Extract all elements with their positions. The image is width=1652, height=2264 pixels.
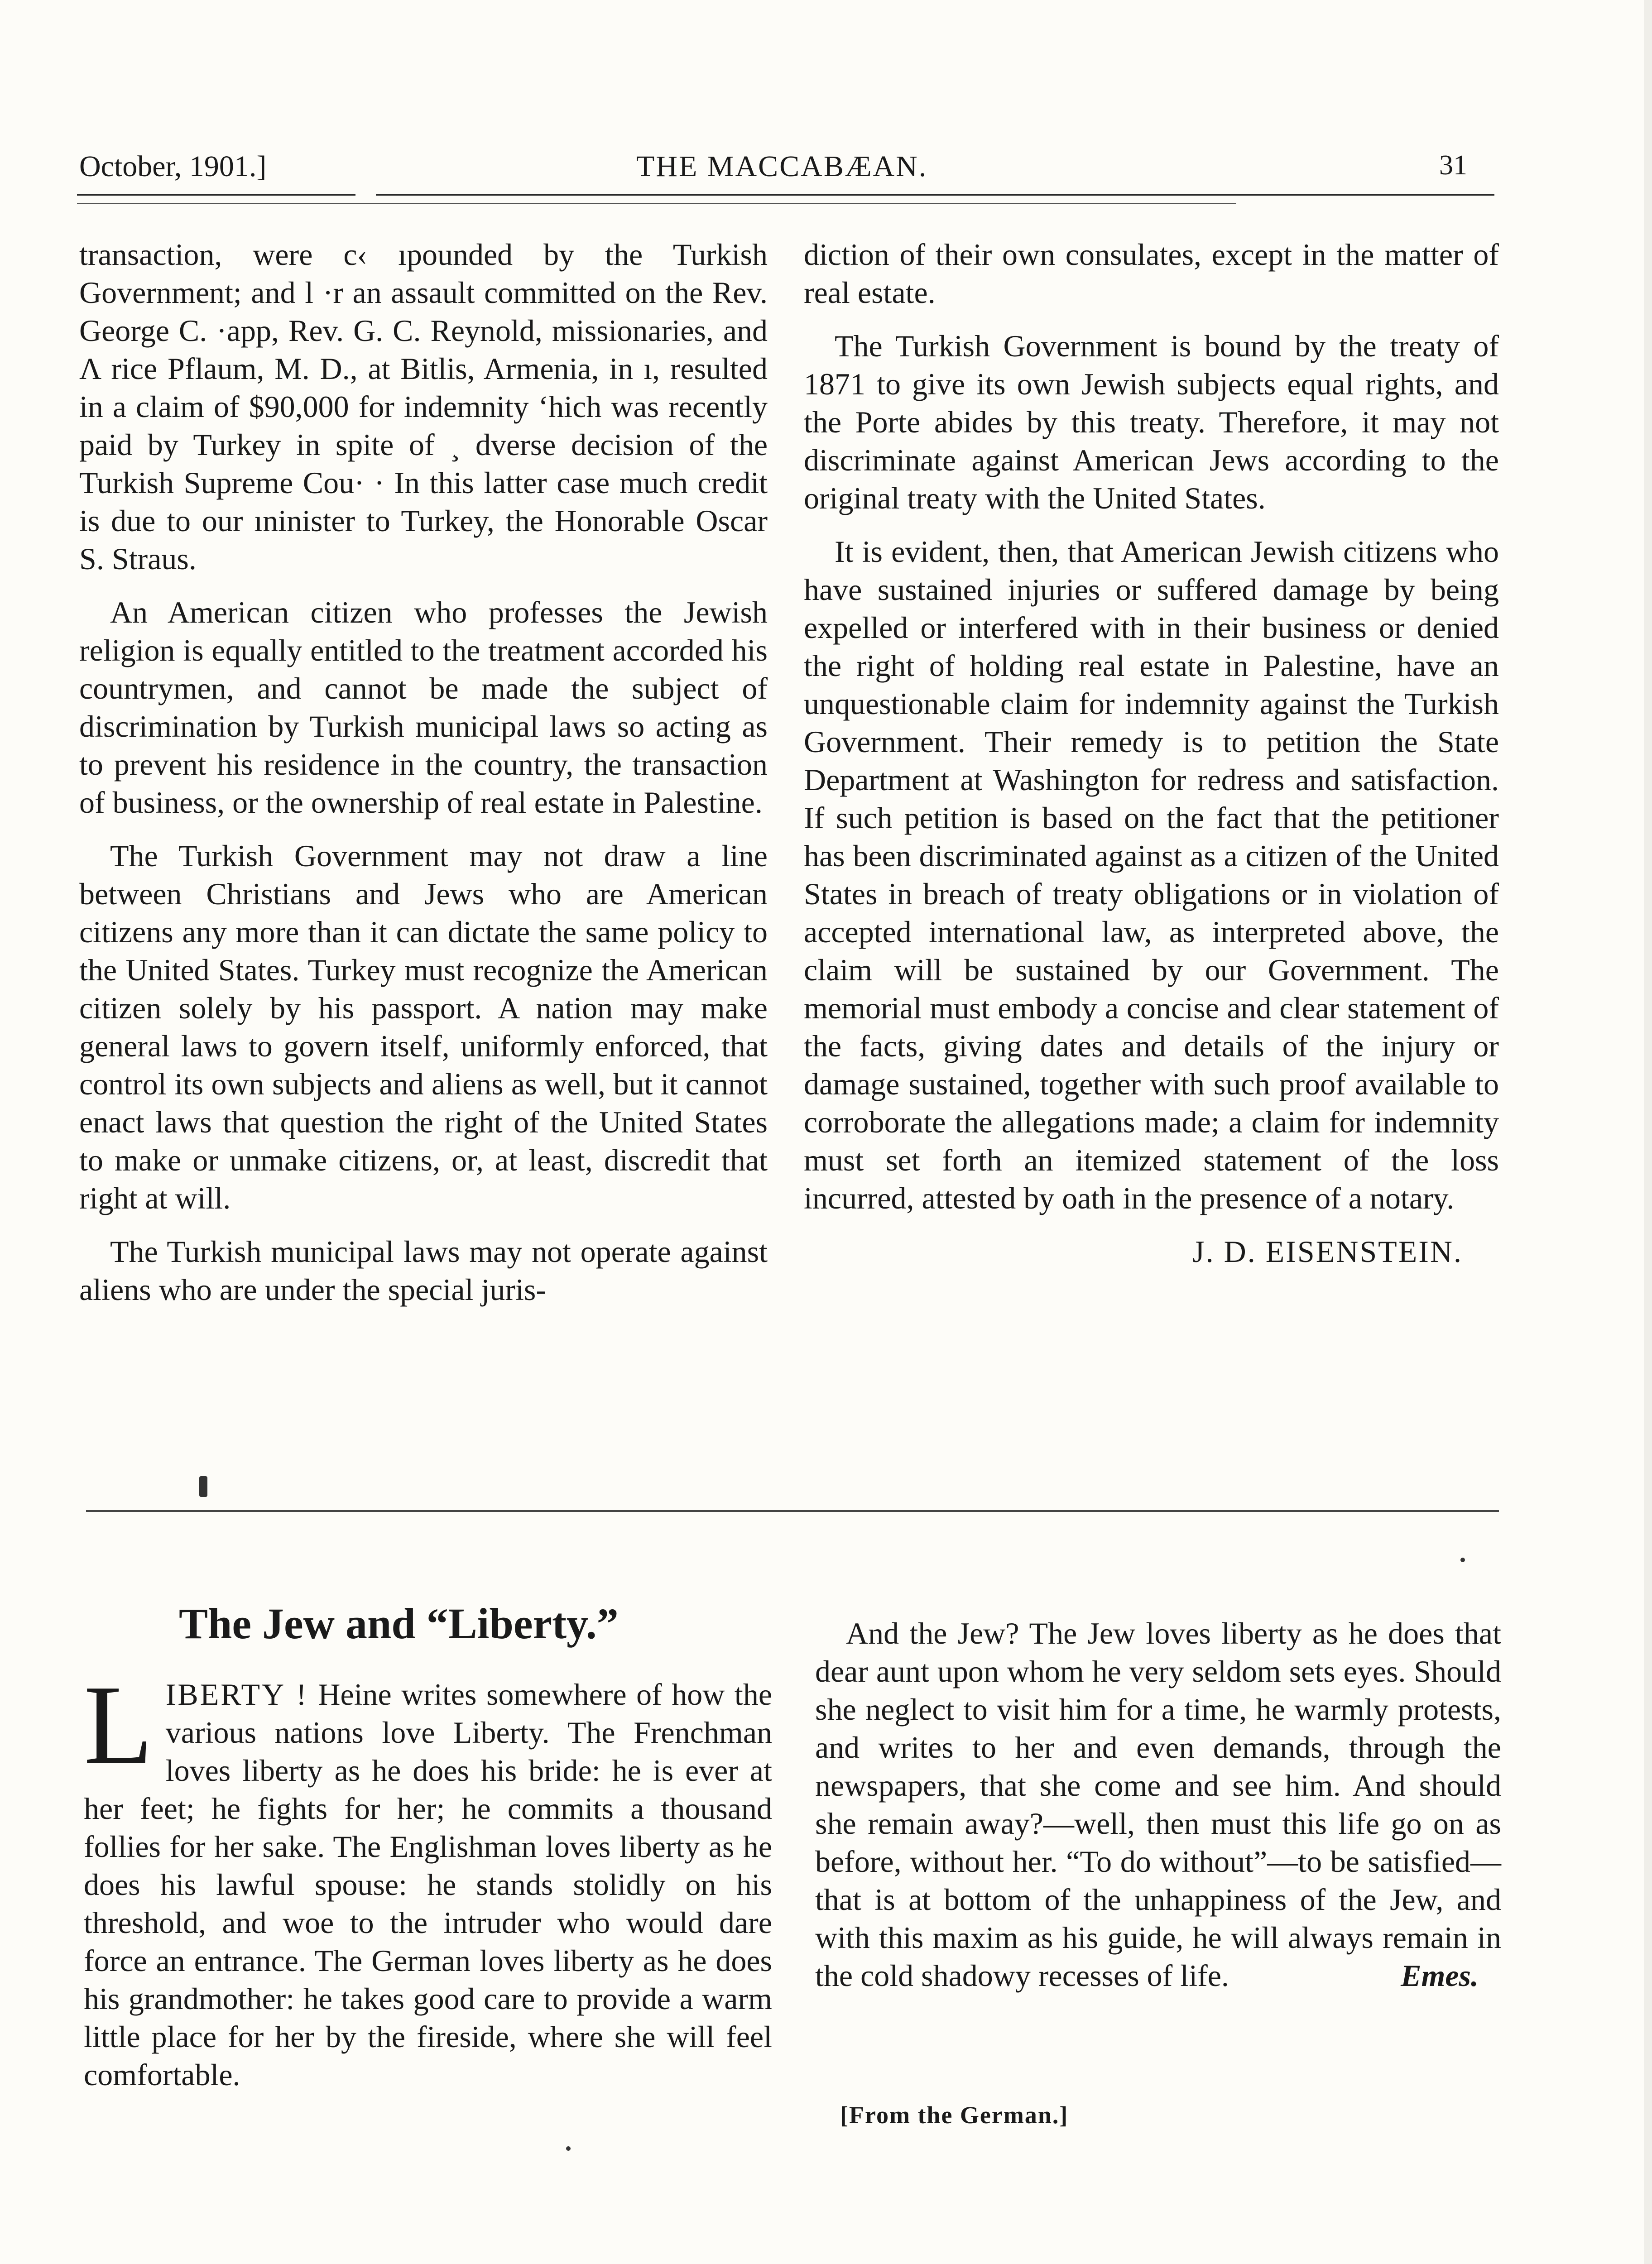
article1-paragraph: transaction, were c‹ ıpounded by the Turkish Government; and l ·r an assault committed on the Rev. George C. ·app, Rev. G. C. Reynold, missionaries, and Λ rice Pflaum, M. D., at Bitlis, Armenia, in ı, resulted in a claim of $90,000 for indemnity ‘hich was recently paid by Turkey in spite of ¸ dverse decision of the Turkish Supreme Cou· · In this latter case much credit is due to our ıninister to Turkey, the Honorable Oscar S. Straus. [79,237,768,576]
article1-paragraph: An American citizen who professes the Jewish religion is equally entitled to the treatment accorded his countrymen, and cannot be made the subject of discrimination by Turkish municipal laws so acting as to prevent his residence in the country, the transaction of business, or the ownership of real estate in Palestine. [79,595,768,820]
ink-mark [566,2146,571,2151]
opening-words: IBERTY ! [165,1677,308,1712]
article1-paragraph: The Turkish Government may not draw a line between Christians and Jews who are American citizens any more than it can dictate the same policy to the United States. Turkey must recognize the American citizen solely by his passport. A nation may make general laws to govern itself, uniformly enforced, that control its own subjects and aliens as well, but it cannot enact laws that question the right of the United States to make or unmake citizens, or, at least, discredit that right at will. [79,839,768,1215]
article1-signature: J. D. EISENSTEIN. [1192,1234,1463,1269]
article2-column1 [84,1662,772,2094]
ink-mark [1460,1558,1465,1562]
page-number: 31 [1439,150,1467,181]
header-rule-under-left [77,203,1236,204]
article1-column2 [804,235,1499,1271]
article1-column1 [79,235,768,1324]
article1-paragraph: The Turkish Government is bound by the treaty of 1871 to give its own Jewish subjects equal rights, and the Porte abides by this treaty. Therefore, it may not discriminate against American Jews according to the original treaty with the United States. [804,329,1499,515]
journal-title: THE MACCABÆAN. [636,150,928,183]
header-rule-right [376,194,1494,196]
article2-signature: Emes. [1401,1958,1479,1993]
article2-title: The Jew and “Liberty.” [179,1599,619,1648]
source-note: [From the German.] [840,2101,1069,2129]
scan-edge-shadow [1644,0,1652,2264]
section-divider [86,1510,1499,1512]
article1-paragraph: It is evident, then, that American Jewish citizens who have sustained injuries or suffered damage by being expelled or interfered with in their business or denied the right of holding real estate in Palestine, have an unquestionable claim for indemnity against the Turkish Government. Their remedy is to petition the State Department at Washington for redress and satisfaction. If such petition is based on the fact that the petitioner has been discriminated against as a citizen of the United States in breach of treaty obligations or in violation of accepted international law, as interpreted above, the claim will be sustained by our Government. The memorial must embody a concise and clear statement of the facts, giving dates and details of the injury or damage sustained, together with such proof available to corroborate the allegations made; a claim for indemnity must set forth an itemized statement of the loss incurred, attested by oath in the presence of a notary. [804,534,1499,1215]
drop-cap: L [84,1662,153,1788]
article1-paragraph: The Turkish municipal laws may not operate against aliens who are under the special juris- [79,1234,768,1307]
article2-paragraph: And the Jew? The Jew loves liberty as he does that dear aunt upon whom he very seldom sets eyes. Should she neglect to visit him for a time, he warmly protests, and writes to her and even demands, through the newspapers, that she come and see him. And should she remain away?—well, then must this life go on as before, without her. “To do without”—to be satisfied—that is at bottom of the unhappiness of the Jew, and with this maxim as his guide, he will always remain in the cold shadowy recesses of life. [815,1616,1501,1993]
issue-date: October, 1901.] [79,150,267,183]
header-rule-left [77,194,355,196]
ink-mark [199,1476,207,1497]
article2-paragraph: Heine writes somewhere of how the various nations love Liberty. The Frenchman loves liberty as he does his bride: he is ever at her feet; he fights for her; he commits a thousand follies for her sake. The Englishman loves liberty as he does his lawful spouse: he stands stolidly on his threshold, and woe to the intruder who would dare force an entrance. The German loves liberty as he does his grandmother: he takes good care to provide a warm little place for her by the fireside, where she will feel comfortable. [84,1677,772,2092]
article1-paragraph: diction of their own consulates, except in the matter of real estate. [804,237,1499,310]
article2-column2 [815,1614,1501,1995]
